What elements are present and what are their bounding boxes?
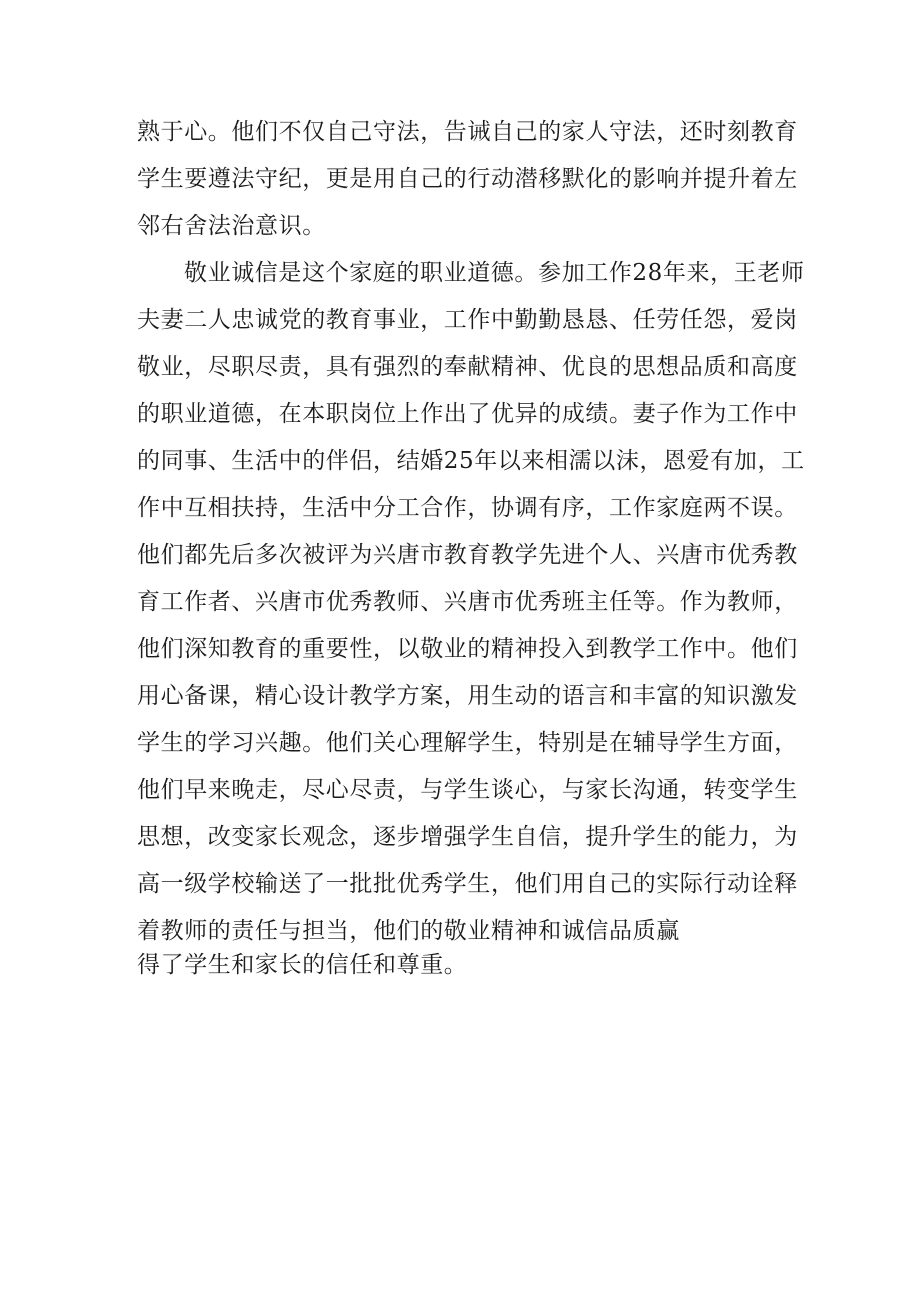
text-line: 思想，改变家长观念，逐步增强学生自信，提升学生的能力，为	[137, 824, 798, 850]
text-line: 育工作者、兴唐市优秀教师、兴唐市优秀班主任等。作为教师，	[137, 589, 798, 615]
text-line: 学生要遵法守纪，更是用自己的行动潜移默化的影响并提升着左	[137, 166, 798, 192]
text-line: 得了学生和家长的信任和尊重。	[137, 952, 468, 978]
text-line: 高一级学校输送了一批批优秀学生，他们用自己的实际行动诠释	[137, 871, 798, 897]
text-line: 夫妻二人忠诚党的教育事业，工作中勤勤恳恳、任劳任怨，爱岗	[137, 307, 798, 333]
text-line: 他们深知教育的重要性，以敬业的精神投入到教学工作中。他们	[137, 636, 798, 662]
text-line: 他们都先后多次被评为兴唐市教育教学先进个人、兴唐市优秀教	[137, 542, 798, 568]
text-line: 熟于心。他们不仅自己守法，告诫自己的家人守法，还时刻教育	[137, 119, 798, 145]
text-line: 他们早来晚走，尽心尽责，与学生谈心，与家长沟通，转变学生	[137, 777, 798, 803]
text-line: 作中互相扶持，生活中分工合作，协调有序，工作家庭两不误。	[137, 495, 798, 521]
text-line: 敬业，尽职尽责，具有强烈的奉献精神、优良的思想品质和高度	[137, 354, 798, 380]
text-line: 的同事、生活中的伴侣，结婚25年以来相濡以沫，恩爱有加，工	[137, 448, 805, 474]
text-line: 着教师的责任与担当，他们的敬业精神和诚信品质赢	[137, 918, 680, 944]
text-line: 的职业道德，在本职岗位上作出了优异的成绩。妻子作为工作中	[137, 401, 798, 427]
paragraph-first-line: 敬业诚信是这个家庭的职业道德。参加工作28年来，王老师	[184, 260, 805, 286]
text-line: 邻右舍法治意识。	[137, 213, 326, 239]
text-line: 用心备课，精心设计教学方案，用生动的语言和丰富的知识激发	[137, 683, 798, 709]
text-line: 学生的学习兴趣。他们关心理解学生，特别是在辅导学生方面，	[137, 730, 798, 756]
